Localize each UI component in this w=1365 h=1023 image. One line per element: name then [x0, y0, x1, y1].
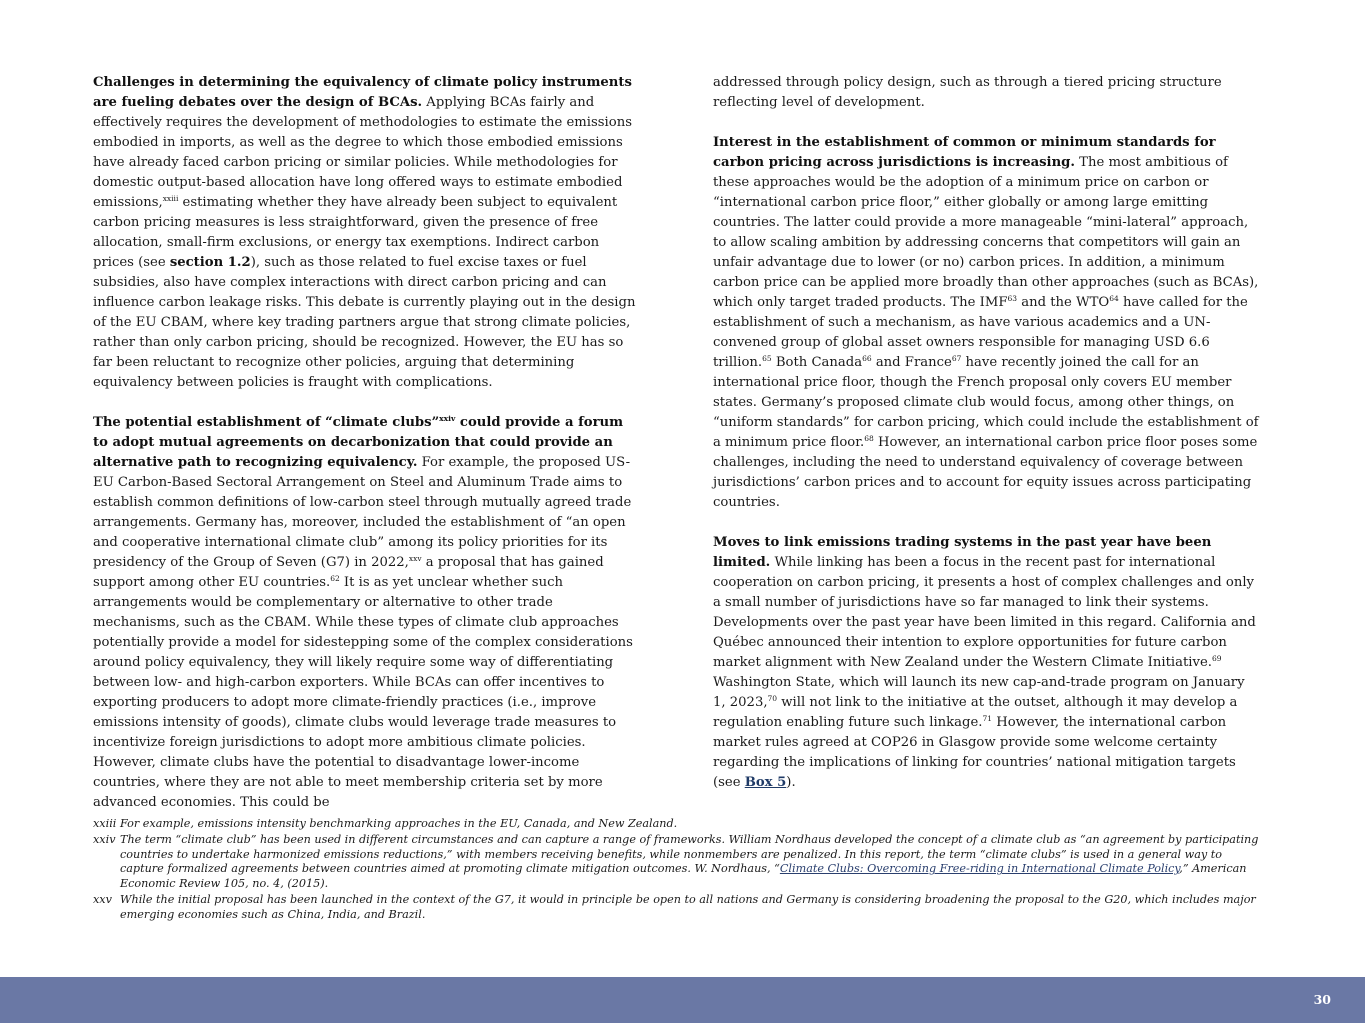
paragraph-text: have recently joined the call for an international price floor, though the French proposal only covers EU member states. Germany’s proposed climate club would focus, among other things, on “uniform standards” for carbon pricing, which could include the establishment of a minimum price floor. — [713, 355, 1259, 450]
paragraph-text: ), such as those related to fuel excise taxes or fuel subsidies, also have complex interactions with direct carbon pricing and can influence carbon leakage risks. This debate is currently playing out in the design of the EU CBAM, where key trading partners argue that strong climate policies, rather than only carbon pricing, should be recognized. However, the EU has so far been reluctant to recognize other policies, arguing that determining equivalency between policies is fraught with complications. — [93, 255, 636, 390]
footnote-text — [120, 833, 1268, 892]
footnote-mark: xxv — [93, 892, 112, 906]
footnote-mark: xxiii — [93, 817, 117, 830]
paragraph-text: It is as yet unclear whether such arrangements would be complementary or alternative to other trade mechanisms, such as the CBAM. While these types of climate club approaches potentially provide a model for sidestepping some of the complex considerations around policy equivalency, they will likely require some way of differentiating between low- and high-carbon exporters. While BCAs can offer incentives to exporting producers to adopt more climate-friendly practices (i.e., improve emissions intensity of goods), climate clubs would leverage trade measures to incentivize foreign jurisdictions to adopt more ambitious climate policies. However, climate clubs have the potential to disadvantage lower-income countries, where they are not able to meet membership criteria set by more advanced economies. This could be — [93, 575, 633, 810]
paragraph-text: a proposal that has gained support among other EU countries. — [93, 555, 604, 590]
footnote-text: While the initial proposal has been launched in the context of the G7, it would in principle be open to all nations and Germany is considering broadening the proposal to the G20, which includes major emerging economies such as China, India, and Brazil. — [120, 892, 1256, 921]
paragraph-lead: Moves to link emissions trading systems in the past year have been limited. — [713, 535, 1212, 570]
footnote-mark: xxiv — [93, 832, 116, 846]
paragraph-climate-clubs — [93, 413, 641, 813]
footnote-text-part: ,” American Economic Review 105, no. 4, (2015). — [120, 862, 1247, 891]
paragraph-text: and France — [871, 355, 952, 370]
paragraph-continuation: addressed through policy design, such as through a tiered pricing structure reflecting level of development. — [713, 75, 1222, 110]
paragraph-text: For example, the proposed US-EU Carbon-Based Sectoral Arrangement on Steel and Aluminum Trade aims to establish common definitions of low-carbon steel through mutually agreed trade arrangements. Germany has, moreover, included the establishment of “an open and cooperative international climate club” among its policy priorities for its presidency of the Group of Seven (G7) in 2022, — [93, 455, 632, 570]
paragraph-text: estimating whether they have already been subject to equivalent carbon pricing measures is less straightforward, given the presence of free allocation, small-firm exclusions, or energy tax exemptions. Indirect carbon prices (see — [93, 195, 618, 270]
paragraph-lead: Challenges in determining the equivalency of climate policy instruments are fueling debates over the design of BCAs. — [93, 75, 632, 110]
paragraph-lead-part: could provide a forum to adopt mutual agreements on decarbonization that could provide an alternative path to recognizing equivalency. — [93, 415, 624, 470]
paragraph-text: Applying BCAs fairly and effectively requires the development of methodologies to estimate the emissions embodied in imports, as well as the degree to which those embodied emissions have already faced carbon pricing or similar policies. While methodologies for domestic output-based allocation have long offered ways to estimate embodied emissions, — [93, 95, 632, 210]
footnote-ref-xxiv[interactable]: xxiv — [439, 414, 456, 423]
endnote-ref-68[interactable]: 68 — [864, 434, 874, 443]
endnote-ref-69[interactable]: 69 — [1211, 654, 1222, 663]
footnotes — [93, 817, 1268, 924]
endnote-ref-71[interactable]: 71 — [982, 714, 992, 723]
paragraph-text: will not link to the initiative at the outset, although it may develop a regulation enabling future such linkage. — [713, 695, 1238, 730]
paragraph-minimum-standards — [713, 133, 1261, 513]
footnote-text-part: The term “climate club” has been used in different circumstances and can capture a range of frameworks. William Nordhaus developed the concept of a climate club as “an agreement by participating countries to undertake harmonized emissions reductions,” with members receiving benefits, while nonmembers are penalized. In this report, the term “climate clubs” is used in a general way to capture formalized agreements between countries aimed at promoting climate mitigation outcomes. W. Nordhaus, “ — [120, 832, 1259, 876]
paragraph-lead-part: The potential establishment of “climate clubs” — [93, 415, 440, 430]
nordhaus-article-link[interactable]: Climate Clubs: Overcoming Free-riding in International Climate Policy — [779, 862, 1180, 876]
paragraph-text: The most ambitious of these approaches would be the adoption of a minimum price on carbon or “international carbon price floor,” either globally or among large emitting countries. The latter could provide a more manageable “mini-lateral” approach, to allow scaling ambition by addressing concerns that competitors will gain an unfair advantage due to lower (or no) carbon prices. In addition, a minimum carbon price can be applied more broadly than other approaches (such as BCAs), which only target traded products. The IMF — [713, 155, 1259, 310]
paragraph-text: Washington State, which will launch its new cap-and-trade program on January 1, 2023, — [713, 675, 1245, 710]
paragraph-text: and the WTO — [1017, 295, 1110, 310]
paragraph-text: Both Canada — [771, 355, 863, 370]
footnote-xxiii — [93, 817, 1268, 832]
footnote-ref-xxiii[interactable]: xxiii — [162, 194, 179, 203]
paragraph-text: However, an international carbon price floor poses some challenges, including the need to understand equivalency of coverage between jurisdictions’ carbon prices and to account for equity issues across participating countries. — [713, 435, 1258, 510]
left-column — [93, 73, 641, 833]
footnote-xxiv — [93, 833, 1268, 892]
box-5-link[interactable]: Box 5 — [744, 775, 787, 790]
footnote-xxv — [93, 893, 1268, 923]
endnote-ref-66[interactable]: 66 — [862, 354, 872, 363]
paragraph-text: ). — [786, 775, 796, 790]
paragraph-bca-equivalency — [93, 73, 641, 393]
paragraph-text: While linking has been a focus in the recent past for international cooperation on carbon pricing, it presents a host of complex challenges and only a small number of jurisdictions have so far managed to link their systems. Developments over the past year have been limited in this regard. California and Québec announced their intention to explore opportunities for future carbon market alignment with New Zealand under the Western Climate Initiative. — [713, 555, 1256, 670]
endnote-ref-65[interactable]: 65 — [762, 354, 772, 363]
endnote-ref-62[interactable]: 62 — [330, 574, 340, 583]
footnote-text: For example, emissions intensity benchmarking approaches in the EU, Canada, and New Zealand. — [120, 817, 678, 830]
page-number: 30 — [1313, 992, 1331, 1007]
endnote-ref-70[interactable]: 70 — [767, 694, 778, 703]
endnote-ref-67[interactable]: 67 — [951, 354, 962, 363]
endnote-ref-64[interactable]: 64 — [1109, 294, 1119, 303]
section-reference: section 1.2 — [169, 255, 251, 270]
paragraph-text: have called for the establishment of such a mechanism, as have various academics and a UN-convened group of global asset owners responsible for managing USD 6.6 trillion. — [713, 295, 1248, 370]
endnote-ref-63[interactable]: 63 — [1007, 294, 1018, 303]
right-column — [713, 73, 1261, 813]
paragraph-ets-linking — [713, 533, 1261, 793]
footnote-ref-xxv[interactable]: xxv — [408, 554, 422, 563]
paragraph-lead: Interest in the establishment of common or minimum standards for carbon pricing across jurisdictions is increasing. — [713, 135, 1216, 170]
footer-bar — [0, 977, 1365, 1023]
paragraph-text: However, the international carbon market rules agreed at COP26 in Glasgow provide some welcome certainty regarding the implications of linking for countries’ national mitigation targets (see — [713, 715, 1236, 790]
